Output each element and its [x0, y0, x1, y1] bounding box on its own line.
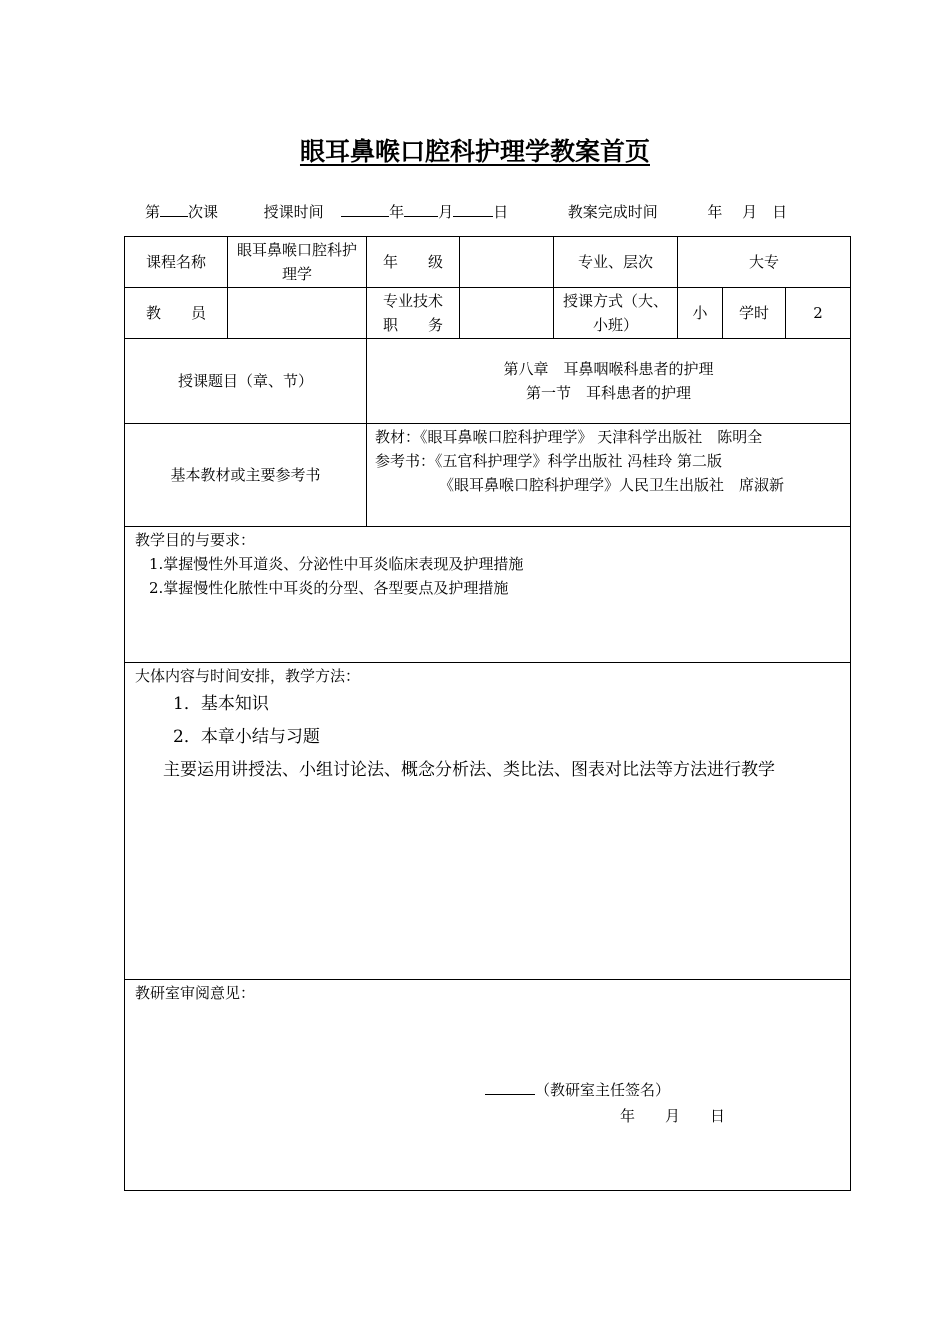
- teacher-value[interactable]: [228, 288, 367, 339]
- reference-line-1: 参考书：《五官科护理学》科学出版社 冯桂玲 第二版: [375, 452, 723, 470]
- goals-heading: 教学目的与要求：: [135, 531, 256, 549]
- class-hours-value: 2: [786, 288, 851, 339]
- teaching-goals-cell: [125, 527, 851, 663]
- references-value: [367, 424, 851, 527]
- review-row: [125, 980, 851, 1191]
- lesson-suffix: 次课: [188, 203, 219, 221]
- signature-label: （教研室主任签名）: [535, 1081, 671, 1099]
- class-hours-label: 学时: [723, 288, 786, 339]
- content-row: [125, 663, 851, 980]
- lesson-number-blank[interactable]: [160, 202, 188, 217]
- teaching-mode-value: 小: [678, 288, 723, 339]
- references-label: 基本教材或主要参考书: [125, 424, 367, 527]
- grade-value[interactable]: [460, 237, 554, 288]
- month-blank[interactable]: [404, 202, 438, 217]
- lesson-header-line: [145, 201, 787, 222]
- goal-item: 2.掌握慢性化脓性中耳炎的分型、各型要点及护理措施: [149, 579, 509, 597]
- topic-value: [367, 339, 851, 424]
- page-title: 眼耳鼻喉口腔科护理学教案首页: [299, 137, 650, 166]
- complete-date: 年 月 日: [707, 203, 788, 221]
- month-label: 月: [438, 203, 454, 221]
- content-item: 2．本章小结与习题: [173, 727, 320, 747]
- lesson-prefix: 第: [145, 203, 161, 221]
- section-title: 第一节 耳科患者的护理: [526, 384, 692, 402]
- reference-line-2: 《眼耳鼻喉口腔科护理学》人民卫生出版社 席淑新: [439, 476, 785, 494]
- references-row: [125, 424, 851, 527]
- course-name-label: 课程名称: [125, 237, 228, 288]
- teacher-row: [125, 288, 851, 339]
- teaching-mode-label: 授课方式（大、小班）: [554, 288, 678, 339]
- major-label: 专业、层次: [554, 237, 678, 288]
- review-heading: 教研室审阅意见：: [135, 984, 256, 1002]
- topic-row: [125, 339, 851, 424]
- review-cell: [125, 980, 851, 1191]
- goals-row: [125, 527, 851, 663]
- professional-title-value[interactable]: [460, 288, 554, 339]
- topic-label: 授课题目（章、节）: [125, 339, 367, 424]
- signature-line: [485, 1078, 670, 1102]
- signature-blank[interactable]: [485, 1080, 535, 1095]
- textbook-line: 教材：《眼耳鼻喉口腔科护理学》 天津科学出版社 陈明全: [375, 428, 763, 446]
- major-value: 大专: [678, 237, 851, 288]
- grade-label: 年 级: [367, 237, 460, 288]
- course-name-value: 眼耳鼻喉口腔科护理学: [228, 237, 367, 288]
- teacher-label: 教 员: [125, 288, 228, 339]
- professional-title-label: 专业技术职 务: [367, 288, 460, 339]
- complete-time-label: 教案完成时间: [567, 203, 658, 221]
- content-heading: 大体内容与时间安排，教学方法：: [135, 667, 361, 685]
- year-label: 年: [389, 203, 405, 221]
- goal-item: 1.掌握慢性外耳道炎、分泌性中耳炎临床表现及护理措施: [149, 555, 524, 573]
- content-item: 1．基本知识: [173, 694, 269, 714]
- lesson-plan-table: [124, 236, 851, 1191]
- teaching-method-text: 主要运用讲授法、小组讨论法、概念分析法、类比法、图表对比法等方法进行教学: [163, 760, 775, 780]
- day-blank[interactable]: [453, 202, 493, 217]
- year-blank[interactable]: [341, 202, 389, 217]
- chapter-title: 第八章 耳鼻咽喉科患者的护理: [503, 360, 714, 378]
- teach-time-label: 授课时间: [263, 203, 324, 221]
- course-row: [125, 237, 851, 288]
- day-label: 日: [493, 203, 509, 221]
- content-arrangement-cell: [125, 663, 851, 980]
- review-date: 年 月 日: [620, 1107, 726, 1125]
